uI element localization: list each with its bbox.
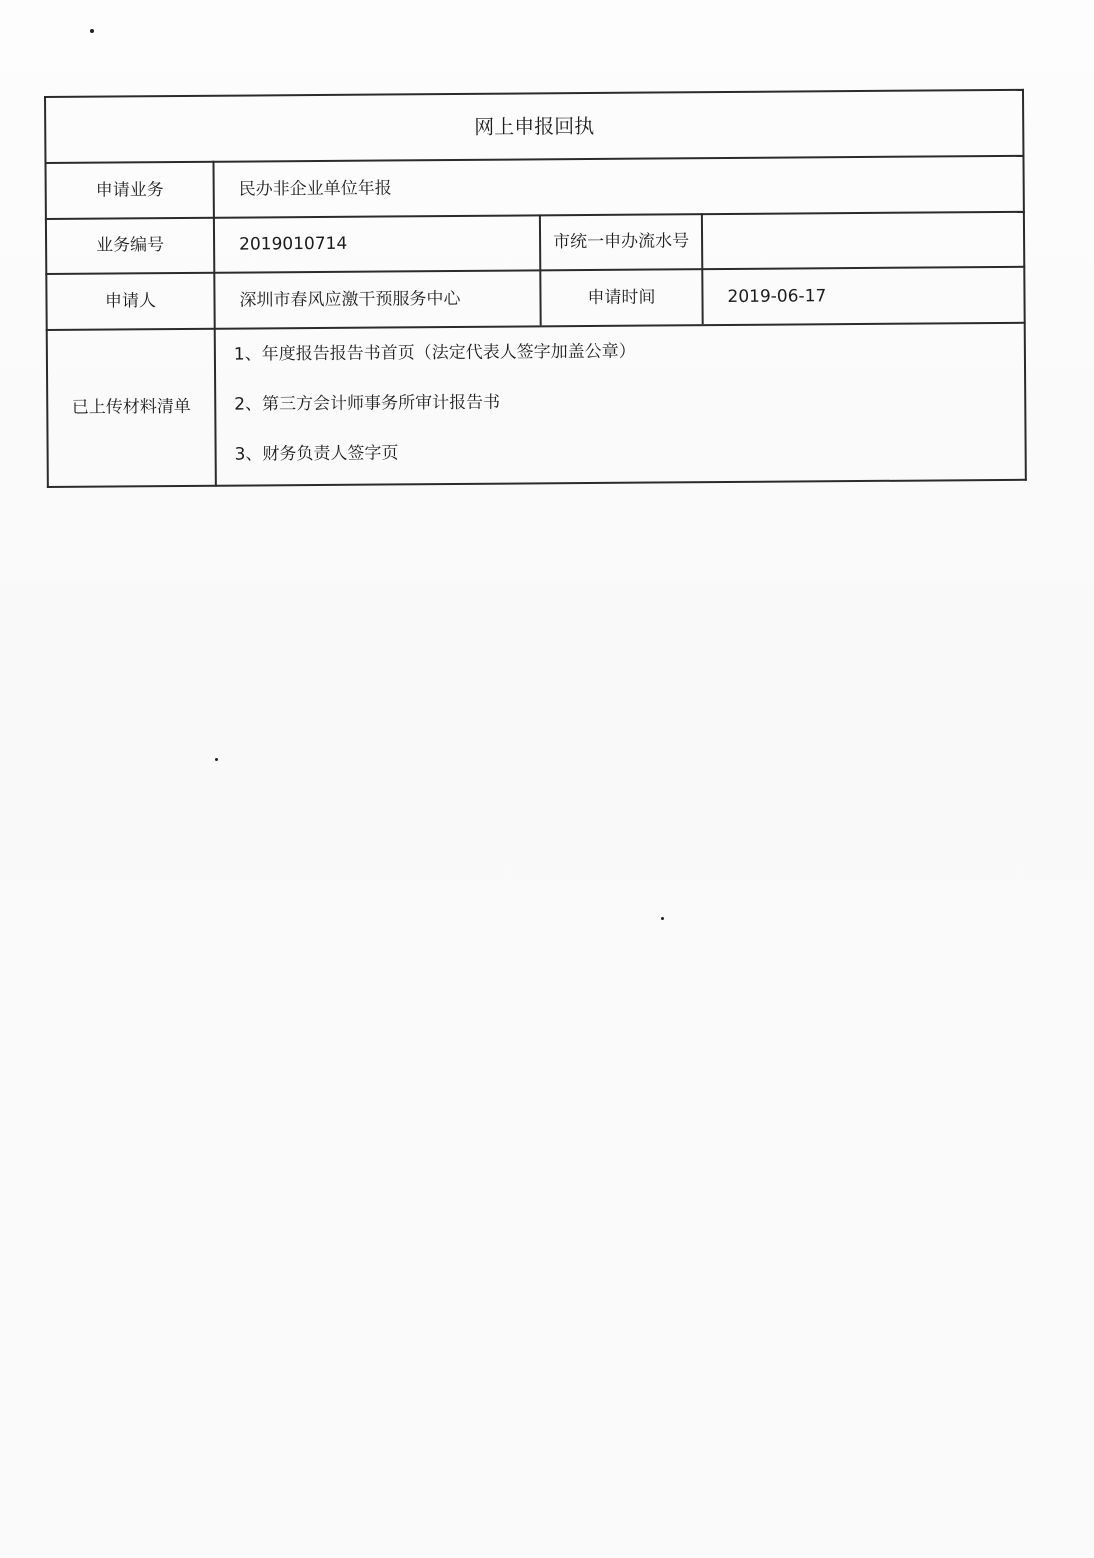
uploaded-materials-label: 已上传材料清单 — [71, 397, 191, 419]
speck — [661, 917, 664, 920]
application-business-label: 申请业务 — [95, 179, 164, 201]
document-title: 网上申报回执 — [474, 113, 595, 139]
speck — [90, 29, 94, 33]
business-number-value: 2019010714 — [239, 234, 348, 255]
material-item-2: 2、第三方会计师事务所审计报告书 — [234, 392, 501, 415]
applicant-value: 深圳市春风应激干预服务中心 — [239, 288, 461, 311]
receipt-table — [44, 89, 1027, 488]
application-time-value: 2019-06-17 — [727, 286, 827, 307]
city-serial-value — [703, 213, 1023, 268]
material-item-1: 1、年度报告报告书首页（法定代表人签字加盖公章） — [233, 341, 636, 365]
application-time-label: 申请时间 — [587, 287, 656, 308]
city-serial-label: 市统一申办流水号 — [553, 231, 690, 253]
speck — [215, 758, 218, 761]
material-item-3: 3、财务负责人签字页 — [234, 443, 399, 465]
business-number-label: 业务编号 — [96, 235, 165, 256]
applicant-label: 申请人 — [104, 290, 157, 312]
uploaded-materials-list — [216, 323, 1027, 487]
application-business-value: 民办非企业单位年报 — [238, 178, 392, 200]
